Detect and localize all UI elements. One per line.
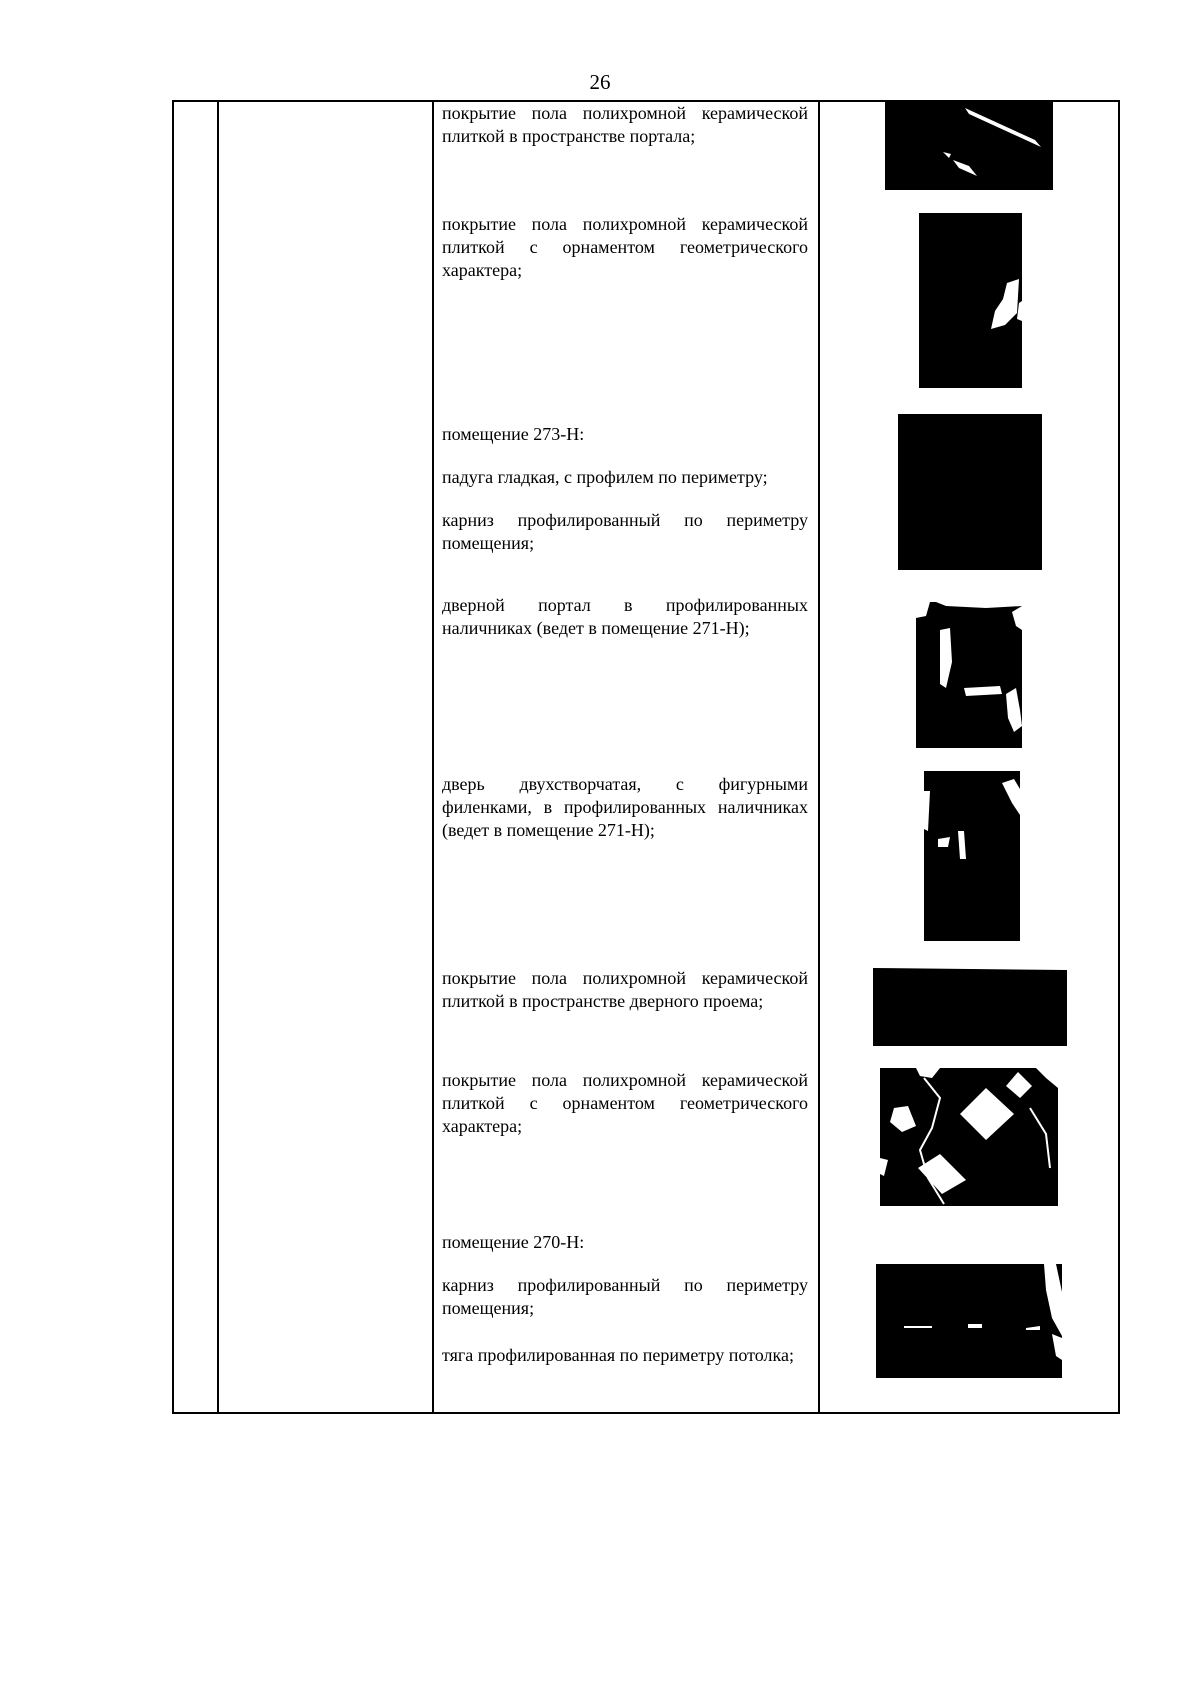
column-divider-3 (818, 102, 820, 1412)
entry-cornice-273: карниз профилированный по периметру помещения; (442, 510, 808, 553)
photo-door-portal (916, 602, 1022, 748)
entry-cornice-270: карниз профилированный по периметру помещения; (442, 1275, 808, 1318)
entry-geometric-floor-tile: покрытие пола полихромной керамической плиткой с орнаментом геометрического характера; (442, 214, 808, 280)
photo-doorway-floor-tile (873, 966, 1067, 1046)
photo-portal-floor-tile (885, 102, 1053, 190)
photo-room-273 (898, 414, 1042, 570)
photo-double-door (924, 771, 1020, 941)
photo-room-270-cornice (876, 1264, 1062, 1378)
entry-doorway-floor-tile: покрытие пола полихромной керамической плиткой в пространстве дверного проема; (442, 968, 808, 1011)
column-divider-2 (432, 102, 434, 1412)
page-number: 26 (589, 70, 611, 94)
entry-room-273-heading: помещение 273-Н: (442, 424, 585, 444)
entry-door-portal: дверной портал в профилированных наличниках (ведет в помещение 271-Н); (442, 595, 808, 638)
entry-room-270-heading: помещение 270-Н: (442, 1232, 585, 1252)
entry-double-door: дверь двухстворчатая, с фигурными филенками, в профилированных наличниках (ведет в помещение 271-Н); (442, 774, 808, 840)
column-divider-1 (217, 102, 219, 1412)
entry-plain-cove: падуга гладкая, с профилем по периметру; (442, 467, 768, 487)
entry-ceiling-moulding: тяга профилированная по периметру потолка; (442, 1345, 794, 1365)
photo-geometric-floor-tile (919, 213, 1022, 388)
entry-portal-floor-tile: покрытие пола полихромной керамической плиткой в пространстве портала; (442, 103, 808, 146)
photo-checkered-floor-tile (880, 1068, 1058, 1206)
entry-geometric-floor-tile-2: покрытие пола полихромной керамической плиткой с орнаментом геометрического характера; (442, 1070, 808, 1136)
